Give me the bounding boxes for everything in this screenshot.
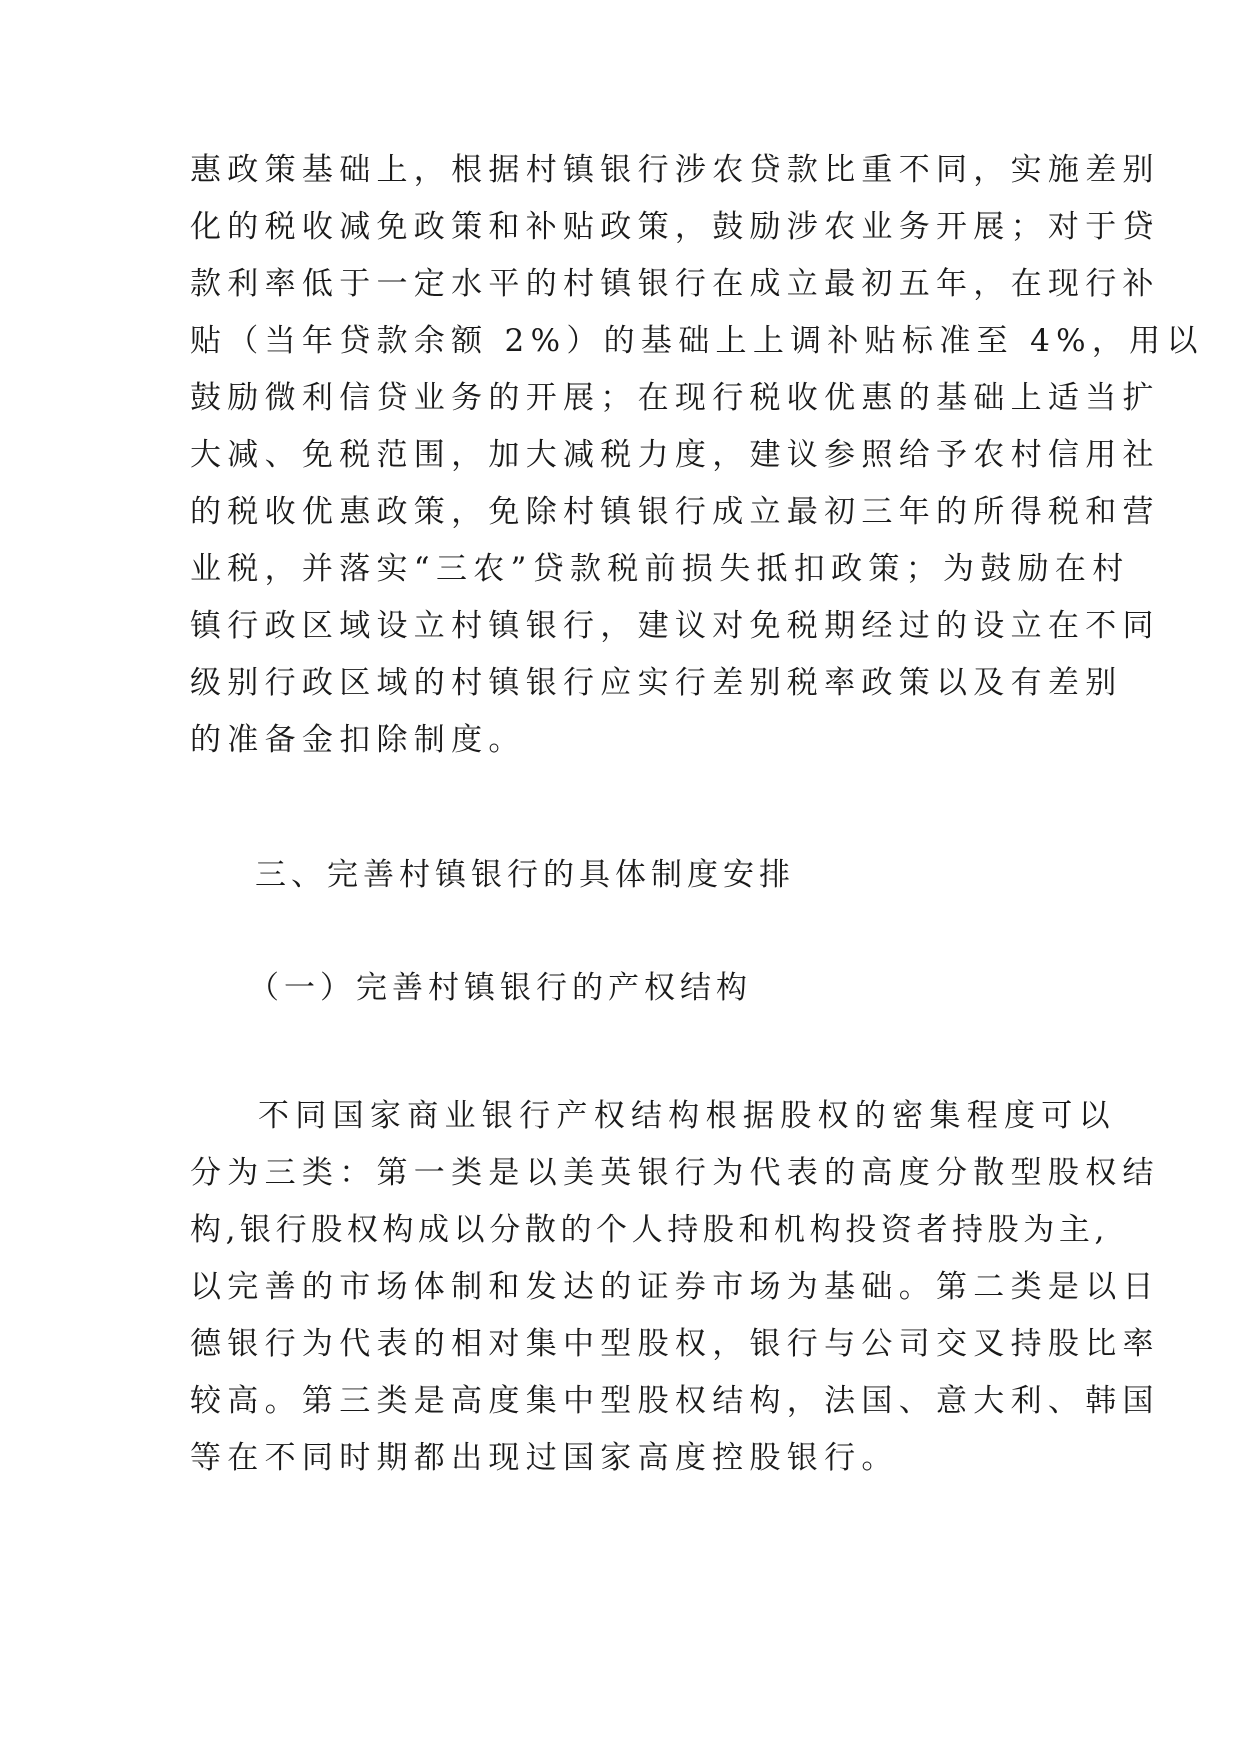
paragraph-line: 构,银行股权构成以分散的个人持股和机构投资者持股为主, (190, 1212, 1109, 1248)
subsection-heading: （一）完善村镇银行的产权结构 (248, 970, 752, 1006)
paragraph-line: 款利率低于一定水平的村镇银行在成立最初五年，在现行补 (190, 266, 1160, 302)
paragraph-line: 较高。第三类是高度集中型股权结构，法国、意大利、韩国 (190, 1383, 1160, 1419)
paragraph-line: 惠政策基础上，根据村镇银行涉农贷款比重不同，实施差别 (190, 152, 1160, 188)
paragraph-line: 化的税收减免政策和补贴政策，鼓励涉农业务开展；对于贷 (190, 209, 1160, 245)
section-heading: 三、完善村镇银行的具体制度安排 (255, 857, 795, 893)
paragraph-line: 德银行为代表的相对集中型股权，银行与公司交叉持股比率 (190, 1326, 1160, 1362)
paragraph-line: 以完善的市场体制和发达的证券市场为基础。第二类是以日 (190, 1269, 1160, 1305)
paragraph-line: 镇行政区域设立村镇银行，建议对免税期经过的设立在不同 (190, 608, 1160, 644)
paragraph-line: 等在不同时期都出现过国家高度控股银行。 (190, 1440, 899, 1476)
paragraph-line: 不同国家商业银行产权结构根据股权的密集程度可以 (258, 1098, 1116, 1134)
paragraph-line: 级别行政区域的村镇银行应实行差别税率政策以及有差别 (190, 665, 1123, 701)
paragraph-line: 业税，并落实“三农”贷款税前损失抵扣政策；为鼓励在村 (190, 551, 1130, 587)
paragraph-line: 鼓励微利信贷业务的开展；在现行税收优惠的基础上适当扩 (190, 380, 1160, 416)
paragraph-line: 分为三类：第一类是以美英银行为代表的高度分散型股权结 (190, 1155, 1160, 1191)
paragraph-line: 大减、免税范围，加大减税力度，建议参照给予农村信用社 (190, 437, 1160, 473)
paragraph-line: 贴（当年贷款余额 2%）的基础上上调补贴标准至 4%，用以 (190, 323, 1204, 359)
paragraph-line: 的准备金扣除制度。 (190, 722, 526, 758)
paragraph-line: 的税收优惠政策，免除村镇银行成立最初三年的所得税和营 (190, 494, 1160, 530)
